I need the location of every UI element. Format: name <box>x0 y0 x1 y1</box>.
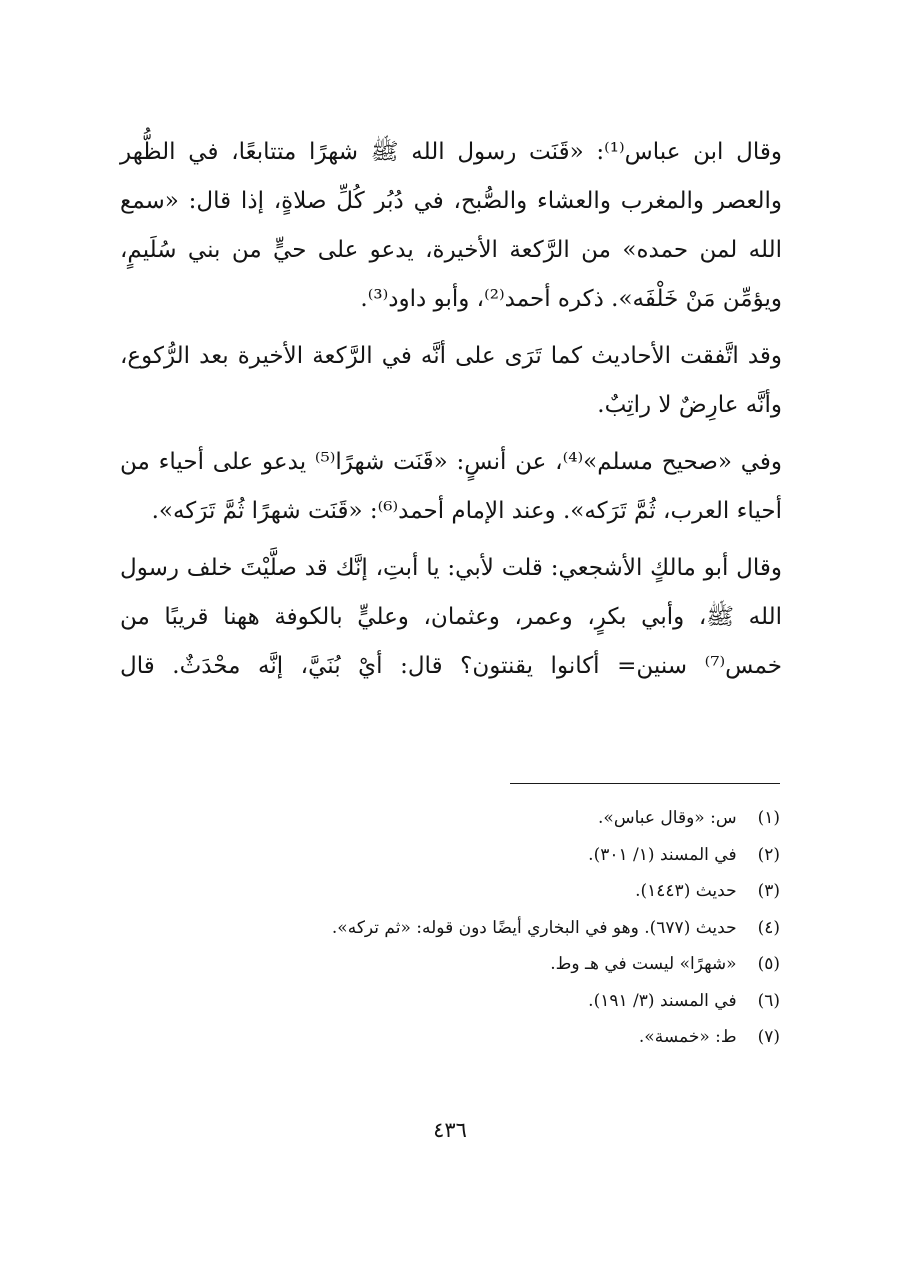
footnote-number: (٥) <box>757 954 780 974</box>
footnote-number: (٣) <box>757 881 780 901</box>
footnote-1 <box>118 800 780 837</box>
footnote-2 <box>118 837 780 874</box>
paragraph-ibn-abbas: وقال ابن عباس⁽¹⁾: «قَنَت رسول الله ﷺ شهرًا متتابعًا، في الظُّهر والعصر والمغرب والعشاء والصُّبح، في دُبُر كُلِّ صلاةٍ، إذا قال: «سمع الله لمن حمده» من الرَّكعة الأخيرة، يدعو على حيٍّ من بني سُلَيمٍ، ويؤمِّن مَنْ خَلْفَه». ذكره أحمد⁽²⁾، وأبو داود⁽³⁾. <box>120 139 783 312</box>
footnote-separator <box>510 783 780 784</box>
footnote-5 <box>118 946 780 983</box>
footnote-number: (٦) <box>757 990 780 1011</box>
paragraph-abu-malik: وقال أبو مالكٍ الأشجعي: قلت لأبي: يا أبتِ، إنَّك قد صلَّيْتَ خلف رسول الله ﷺ، وأبي بكرٍ، وعمر، وعثمان، وعليٍّ بالكوفة ههنا قريبًا من خمس⁽⁷⁾ سنين= أكانوا يقنتون؟ قال: أيْ بُنَيَّ، إنَّه محْدَثٌ. قال <box>120 555 782 679</box>
page-number: ٤٣٦ <box>433 1118 467 1142</box>
footnote-3 <box>118 873 780 910</box>
footnote-text: «شهرًا» ليست في هـ وط. <box>550 954 737 974</box>
footnote-text: في المسند (٣/ ١٩١). <box>588 990 737 1011</box>
footnote-4 <box>118 910 780 947</box>
footnote-text: س: «وقال عباس». <box>598 808 737 828</box>
footnote-number: (٤) <box>757 917 780 938</box>
main-text <box>120 128 782 699</box>
footnote-6 <box>118 983 780 1020</box>
footnote-7 <box>118 1019 780 1056</box>
footnote-text: في المسند (١/ ٣٠١). <box>588 844 737 865</box>
footnote-text: حديث (١٤٤٣). <box>635 881 737 901</box>
footnote-number: (٢) <box>757 844 780 865</box>
footnote-text: ط: «خمسة». <box>638 1027 737 1047</box>
paragraph-agreement: وقد اتَّفقت الأحاديث كما تَرَى على أنَّه في الرَّكعة الأخيرة بعد الرُّكوع، وأنَّه عارِضٌ لا راتِبٌ. <box>120 343 782 418</box>
paragraph-sahih-muslim: وفي «صحيح مسلم»⁽⁴⁾، عن أنسٍ: «قَنَت شهرًا⁽⁵⁾ يدعو على أحياء من أحياء العرب، ثُمَّ تَرَكه». وعند الإمام أحمد⁽⁶⁾: «قَنَت شهرًا ثُمَّ تَرَكه». <box>120 449 783 524</box>
footnote-text: حديث (٦٧٧). وهو في البخاري أيضًا دون قوله: «ثم تركه». <box>331 917 737 938</box>
footnotes-list <box>118 800 780 1056</box>
footnote-number: (١) <box>757 808 780 828</box>
footnote-number: (٧) <box>757 1027 780 1047</box>
